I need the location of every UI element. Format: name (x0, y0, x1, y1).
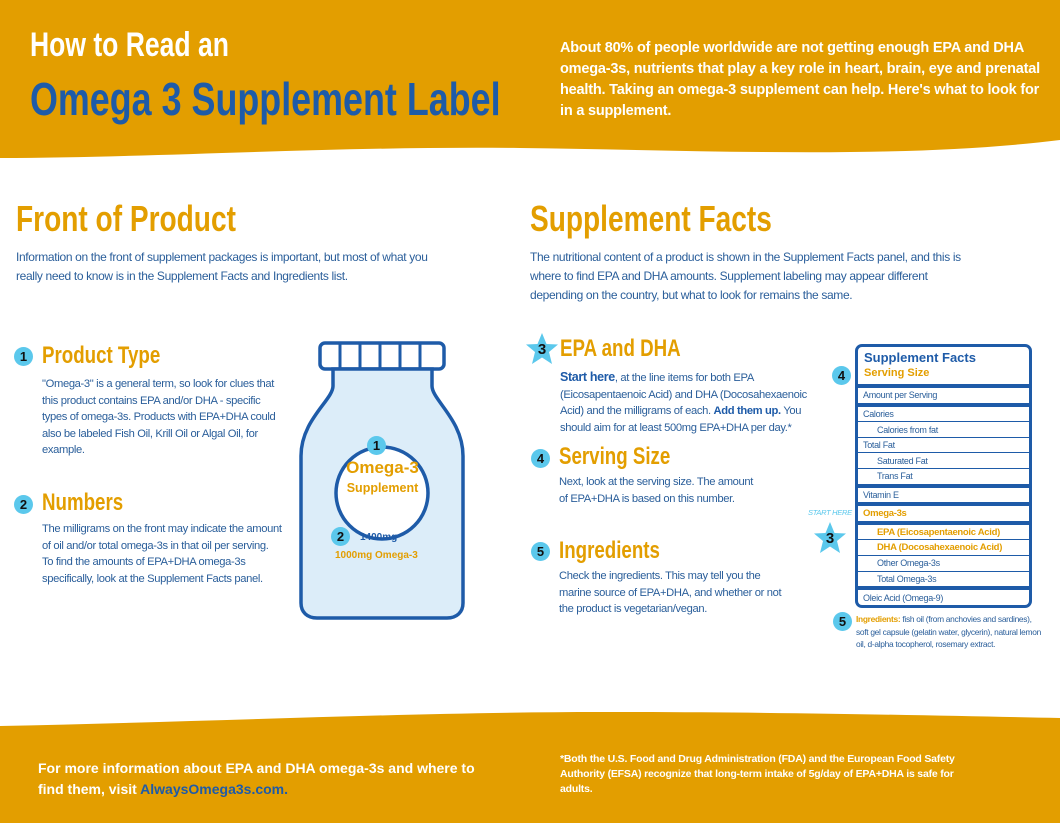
panel-serving-size: Serving Size (864, 367, 930, 379)
panel-row: Amount per Serving (858, 388, 1029, 407)
serving-size-title: Serving Size (559, 443, 671, 470)
footnote: *Both the U.S. Food and Drug Administration (FDA) and the European Food Safety Authority (EFSA) recognize that long-term intake of 5g/day of EPA+DHA is safe for adults. (560, 753, 955, 795)
start-here-label: START HERE (808, 508, 852, 517)
panel-badge-5: 5 (833, 612, 852, 631)
bottle-badge-2: 2 (331, 527, 350, 546)
panel-row: Calories from fat (858, 422, 1029, 438)
facts-intro: The nutritional content of a product is shown in the Supplement Facts panel, and this is where to find EPA and DHA amounts. Supplement labeling may appear different depending on the country, but what to look for remains the same. (530, 250, 961, 302)
numbers-title: Numbers (42, 489, 124, 516)
panel-row: Saturated Fat (858, 453, 1029, 469)
panel-row: Total Fat (858, 438, 1029, 454)
panel-title: Supplement Facts (864, 350, 976, 365)
supplement-facts-panel (855, 344, 1032, 608)
badge-2: 2 (14, 495, 33, 514)
panel-row: Vitamin E (858, 488, 1029, 507)
product-type-body: "Omega-3" is a general term, so look for clues that this product contains EPA and/or DHA - specific types of omega-3s. Products with EPA+DHA could also be labeled Fish Oil, Krill Oil or Algal Oil, for example. (42, 378, 276, 457)
intro-text: About 80% of people worldwide are not getting enough EPA and DHA omega-3s, nutrients that play a key role in heart, brain, eye and prenatal health. Taking an omega-3 supplement can help. Here's what to look for in a supplement. (560, 40, 1040, 119)
epa-dha-title: EPA and DHA (560, 335, 681, 362)
bottle-label-supplement: Supplement (346, 481, 419, 495)
panel-row: Oleic Acid (Omega-9) (863, 592, 944, 603)
panel-row: Other Omega-3s (858, 556, 1029, 572)
star-3-icon: 3 (525, 332, 559, 366)
serving-size-body: Next, look at the serving size. The amount of EPA+DHA is based on this number. (559, 476, 754, 505)
panel-row: Total Omega-3s (858, 572, 1029, 591)
badge-4: 4 (531, 449, 550, 468)
badge-1: 1 (14, 347, 33, 366)
product-type-title: Product Type (42, 342, 161, 369)
bottle-badge-1: 1 (367, 436, 386, 455)
bottle-amount: 1400mg (360, 532, 398, 543)
title-line1: How to Read an (30, 26, 229, 64)
numbers-body: The milligrams on the front may indicate the amount of oil and/or total omega-3s in that oil per serving. To find the amounts of EPA+DHA omega-3s specifically, look at the Supplement Facts panel. (42, 523, 282, 585)
front-title: Front of Product (16, 198, 236, 239)
panel-row-omega3s: Omega-3s (858, 506, 1029, 525)
ingredients-title: Ingredients (559, 537, 660, 564)
panel-badge-4: 4 (832, 366, 851, 385)
panel-row: Trans Fat (858, 469, 1029, 488)
badge-5: 5 (531, 542, 550, 561)
bottle-omega-amount: 1000mg Omega-3 (335, 550, 418, 561)
panel-row-dha: DHA (Docosahexaenoic Acid) (858, 540, 1029, 556)
panel-row: Calories (858, 407, 1029, 423)
front-intro: Information on the front of supplement packages is important, but most of what you really need to know is in the Supplement Facts and Ingredients list. (16, 250, 428, 283)
footer-text: For more information about EPA and DHA omega-3s and where to find them, visit AlwaysOmega3s.com. (38, 760, 475, 797)
epa-dha-body: Start here, at the line items for both EPA (Eicosapentaenoic Acid) and DHA (Docosahexaenoic Acid) and the milligrams of each. Add them up. You should aim for at least 500mg EPA+DHA per day.* (560, 370, 807, 434)
panel-ingredients: Ingredients: fish oil (from anchovies and sardines), soft gel capsule (gelatin water, glycerin), natural lemon oil, d-alpha tocopherol, rosemary extract. (856, 614, 1041, 649)
panel-header (858, 347, 1029, 388)
bottle-label-omega: Omega-3 (346, 458, 419, 477)
page-title: Omega 3 Supplement Label (30, 73, 501, 125)
ingredients-body: Check the ingredients. This may tell you the marine source of EPA+DHA, and whether or not the product is vegetarian/vegan. (559, 570, 782, 616)
website-link[interactable]: AlwaysOmega3s.com. (140, 781, 289, 797)
panel-row-epa: EPA (Eicosapentaenoic Acid) (858, 525, 1029, 541)
facts-title: Supplement Facts (530, 198, 772, 239)
panel-star-3-icon: 3 (813, 521, 847, 555)
